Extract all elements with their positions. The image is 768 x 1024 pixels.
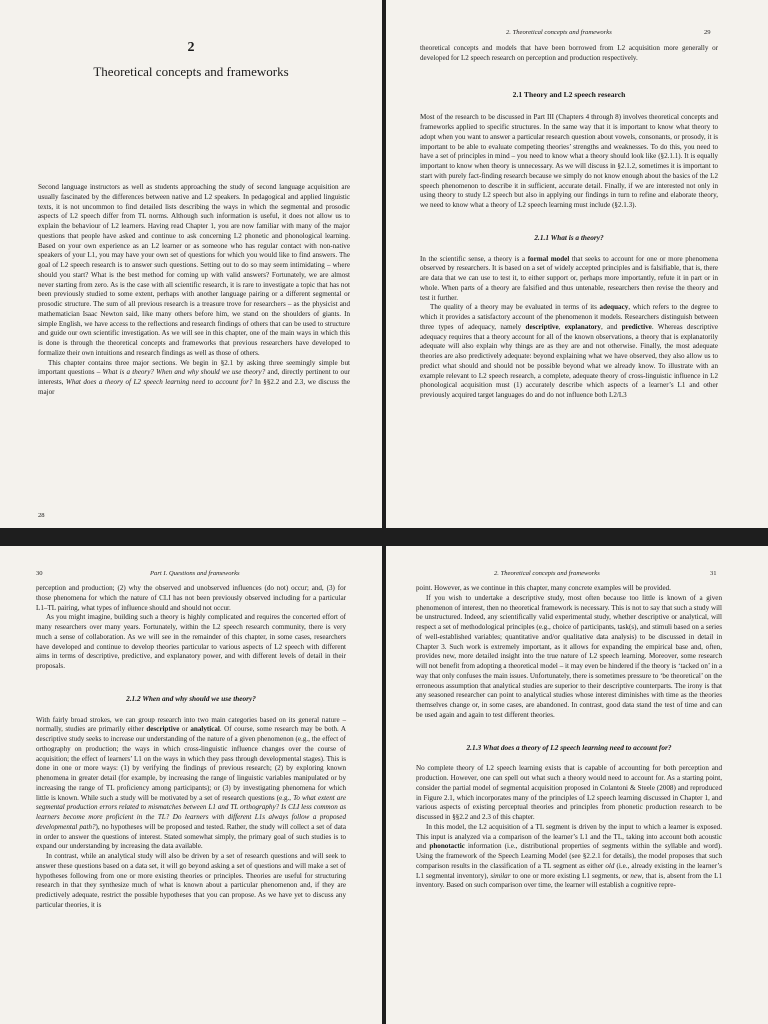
p29-theory-paragraph: In the scientific sense, a theory is a formal model that seeks to account for one or more phenomena observed by researchers. It is based on a set of widely accepted principles and is falsifiable, that is, there are data that we can use to test it, to either support or, perhaps more importantly, refute it in part or in whole. When parts of a theory are falsified and thus untenable, researchers then revise the theory and test it further. — [420, 254, 718, 302]
page-31 — [386, 546, 768, 1024]
p31-body — [416, 584, 722, 891]
p28-body — [38, 183, 350, 398]
p30-paragraph-1: perception and production; (2) why the observed and unobserved influences (do not) occur; and, (3) for those phenomena for which the nature of CLI has not been previously observed including for a particular L1–TL pairing, what types of influence should and should not occur. — [36, 584, 346, 612]
p30-body — [36, 584, 346, 911]
page-number: 30 — [36, 570, 43, 577]
page-28 — [0, 0, 382, 528]
chapter-title: Theoretical concepts and frameworks — [93, 64, 289, 79]
running-head: Part I. Questions and frameworks — [150, 570, 240, 577]
chapter-number: 2 — [187, 40, 195, 55]
p29-intro: theoretical concepts and models that have been borrowed from L2 acquisition more generally or developed for L2 speech research on perception and production respectively. — [420, 44, 718, 62]
p29-section-paragraph: Most of the research to be discussed in Part III (Chapters 4 through 8) involves theoretical concepts and frameworks applied to specific structures. In the same way that it is important to know what theory to adopt when you want to answer a particular research question about vowels, consonants, or prosody, it is important to be able to evaluate competing theories’ strengths and weaknesses. To do this, you need to have a set of principles in mind – you need to know what a theory should look like (§2.1.1). It is equally important to know when theory is unnecessary. As we will discuss in §2.1.2, sometimes it is important to start with purely fact-finding research because we simply do not know enough about the basics of the L2 speech phenomenon to describe it in sufficient, accurate detail. Finally, if we are interested not only in using theory to study L2 speech but also in applying our findings in turn to refine and elaborate theory, we need to know what a theory of L2 speech learning must include (§2.1.3). — [420, 113, 718, 209]
page-number: 29 — [704, 29, 711, 36]
section-heading: 2.1 Theory and L2 speech research — [512, 89, 626, 99]
p28-paragraph-1: Second language instructors as well as students approaching the study of second language acquisition are usually fascinated by the differences between native and L2 speakers. In pedagogical and applied linguistic texts, it is not uncommon to find detailed lists describing the ways in which the segmental and prosodic aspects of L2 speech differ from TL norms. Although such information is useful, it does not allow us to explain the behaviour of L2 learners. Having read Chapter 1, you are now familiar with many of the major questions that people have asked and continue to ask concerning L2 phonetic and phonological learning. Based on your own experience as an L2 learner or as someone who has regular contact with non-native speakers of your L1, you may have your own set of questions for which you would like to find answers. The goal of L2 speech research is to answer such questions. Setting out to do so may seem intimidating – where should you start? What is the best method for coming up with valid answers? Fortunately, we are almost never starting from zero. As is the case with all scientific research, it is rare to investigate a topic that has not been previously studied to some extent, perhaps with another language pairing or a different segmental or prosodic structure. The sum of all previous research is a treasure trove for researchers – as the physicist and mathematician Isaac Newton said, like many others before him, we stand on the shoulders of giants. In simple English, we have access to the reflections and research findings of others that can be used to structure and guide our own scientific investigation. As we will see in this chapter, one of the main ways in which this is done is through the theoretical concepts and frameworks that previous researchers have developed to formalize their own intuitions and research findings as well as those of others. — [38, 183, 350, 357]
running-head: 2. Theoretical concepts and frameworks — [506, 29, 612, 36]
p29-body — [420, 44, 718, 401]
p31-paragraph-2: If you wish to undertake a descriptive study, most often because too little is known of a given phenomenon of interest, then no theoretical framework is necessary. This is not to say that such a study will be unstructured. Indeed, any scientifically valid experimental study, whether descriptive or analytical, will respect a set of methodological principles (e.g., choice of participants, task(s), and stimuli based on a series of well-established variables; quantitative and/or qualitative data analysis) to be discussed in detail in Chapter 3. Such work is extremely important, as it allows for expanding the empirical base and, often, provides new, more detailed insight into the true nature of L2 speech learning. Moreover, some research will not benefit from adopting a theoretical model – it may even be hindered if the theory is ‘tacked on’ in a way that only confuses the main issues. Unfortunately, there is sometimes pressure to ‘be theoretical’ on the erroneous assumption that analytical studies are superior to their descriptive counterparts. The irony is that any seasoned researcher can point to analytical studies whose interest diminishes with time as the theories themselves change or, in some cases, are abandoned. In contrast, good data stand the test of time and can be used again and again to test different theories. — [416, 593, 722, 719]
p31-paragraph-3: No complete theory of L2 speech learning exists that is capable of accounting for both perception and production. However, one can spell out what such a theory would need to account for. As a starting point, consider the partial model of segmental acquisition proposed in Colantoni & Steele (2008) and reproduced in Figure 2.1, which incorporates many of the principles of L2 speech learning discussed in Chapter 1, and various aspects of existing perceptual theories and principles from phonetic production research to be discussed in §§2.2 and 2.3 of this chapter. — [416, 764, 722, 821]
p31-paragraph-1: point. However, as we continue in this chapter, many concrete examples will be provided. — [416, 584, 671, 592]
subsection-heading: 2.1.3 What does a theory of L2 speech learning need to account for? — [466, 742, 672, 752]
page-30 — [0, 546, 382, 1024]
p28-paragraph-2: This chapter contains three major sections. We begin in §2.1 by asking three seemingly simple but important questions – What is a theory? When and why should we use theory? and, directly pertinent to our interests, What does a theory of L2 speech learning need to account for? In §§2.2 and 2.3, we discuss the major — [38, 358, 350, 396]
p31-paragraph-4: In this model, the L2 acquisition of a TL segment is driven by the input to which a learner is exposed. This input is analyzed via a comparison of the learner’s L1 and the TL, taking into account both acoustic and phonotactic information (i.e., distributional properties of segments within the syllable and word). Using the framework of the Speech Learning Model (see §2.2.1 for details), the model proposes that such comparison results in the classification of a TL segment as either old (i.e., already existing in the learner’s L1 segmental inventory), similar to one or more existing L1 segments, or new, that is, absent from the L1 inventory. Based on such comparison over time, the learner will establish a cognitive repre- — [416, 822, 722, 890]
p30-paragraph-2: As you might imagine, building such a theory is highly complicated and requires the concerted effort of many researchers over many years. Fortunately, within the L2 speech research community, there is very much a sense of collaboration. As we will see in the remainder of this chapter, in some cases, researchers have developed and continue to develop theories particular to various aspects of L2 speech with different aims in terms of descriptive, predictive, and explanatory power, and with different levels of detail in their proposals. — [36, 613, 346, 670]
p30-paragraph-4: In contrast, while an analytical study will also be driven by a set of research questions and will seek to answer these questions based on a data set, it will go beyond asking a set of questions and will make a set of hypotheses following from one or more existing theories or principles. Theories are useful for structuring research in that they synthesize much of what is known about a particular phenomenon and, if they are predictively adequate, restrict the possible hypotheses that you can propose. As we have yet to discuss any particular theories, it is — [36, 852, 346, 909]
p29-adequacy-paragraph: The quality of a theory may be evaluated in terms of its adequacy, which refers to the degree to which it provides a satisfactory account of the phenomenon it models. Researchers distinguish between three types of adequacy, namely descriptive, explanatory, and predictive. Whereas descriptive adequacy requires that a theory account for all of the known observations, a theory that is explanatorily adequate will also explain why things are as they are and not otherwise. Finally, the most adequate theories are also predictively adequate: beyond explaining what we have observed, they also allow us to predict what should and should not be possible beyond what we already know. To illustrate with an example relevant to L2 speech research, a complete, adequate theory of cross-linguistic influence in L2 phonological acquisition must (1) accurately describe which aspects of a learner’s L1 and other previously acquired target languages do and do not influence both L2/L3 — [420, 303, 719, 399]
subsection-heading: 2.1.1 What is a theory? — [534, 232, 604, 242]
p30-paragraph-3: With fairly broad strokes, we can group research into two main categories based on its general nature – normally, studies are primarily either descriptive or analytical. Of course, some research may be both. A descriptive study seeks to increase our understanding of the nature of a given phenomenon (e.g., the effect of orthography on production; the ways in which cross-linguistic influence changes over the course of acquisition; the effect of learners’ L1 on the ways in which they pass through developmental stages). This is done in one or more ways: (1) by verifying the findings of previous research; (2) by exploring known phenomena in greater detail (for example, by increasing the range of linguistic variables manipulated or by increasing the range of TL proficiency among participants); or (3) by investigating phenomena for which little is known. While such a study will be motivated by a set of research questions (e.g., To what extent are segmental production errors related to mismatches between L1 and TL orthography? Is CLI less common as learners become more proficient in the TL? Do learners with different L1s always follow a proposed developmental path?), no hypotheses will be proposed and tested. Rather, the study will collect a set of data in order to answer the questions of interest. Stated somewhat simply, the primary goal of such studies is to expand our understanding by increasing the data available. — [36, 715, 347, 851]
page-number: 28 — [38, 512, 45, 519]
subsection-heading: 2.1.2 When and why should we use theory? — [126, 693, 256, 703]
page-number: 31 — [710, 570, 717, 577]
page-29 — [386, 0, 768, 528]
running-head: 2. Theoretical concepts and frameworks — [494, 570, 600, 577]
